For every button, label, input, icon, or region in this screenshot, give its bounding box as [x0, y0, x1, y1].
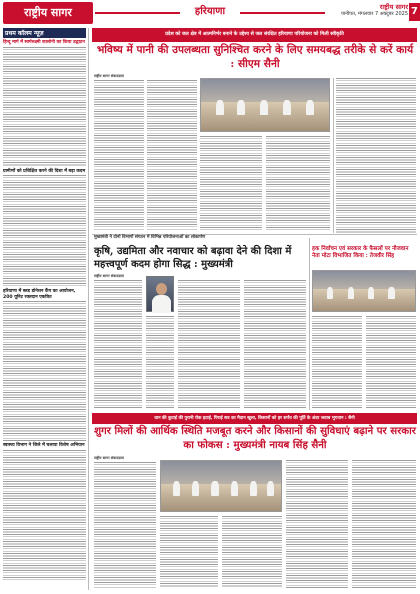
- article-text: [94, 462, 156, 588]
- story2-byline: राष्ट्रीय सागर संवाददाता: [94, 274, 124, 278]
- left-column-headline: स्वास्थ्य विभाग ने जिले में चलाया विशेष अभियान: [3, 443, 85, 449]
- left-column-headline: हिन्दू मार्ग में स्वर्गलक्ष्मी कालोनी का किया उद्घाटन: [3, 40, 85, 45]
- story3-headline: शुगर मिलों की आर्थिक स्थिति मजबूत करने और किसानों की सुविधाएं बढ़ाने पर सरकार का फोकस : मुख्यमंत्री नायब सिंह सैनी: [94, 425, 416, 451]
- story3-byline: राष्ट्रीय सागर संवाददाता: [94, 456, 124, 460]
- article-text: [178, 280, 240, 408]
- masthead: [0, 0, 420, 26]
- article-text: [3, 175, 86, 287]
- sugar-mill-meeting-photo: [160, 460, 282, 512]
- article-text: [336, 78, 416, 233]
- story1-headline: भविष्य में पानी की उपलब्धता सुनिश्चित करने के लिए समयबद्ध तरीके से करें कार्य : सीएम सैनी: [96, 44, 414, 70]
- story2-kicker: मुख्यमंत्री ने दोनों विभागों संगठन में विभिन्न परियोजनाओं का लोकार्पण: [94, 235, 206, 240]
- story1-byline: राष्ट्रीय सागर संवाददाता: [94, 74, 124, 78]
- paper-logo: [3, 2, 93, 24]
- left-column: [3, 28, 89, 590]
- date-line: पानीपत, मंगलवार 7 अक्टूबर 2025: [340, 11, 408, 17]
- masthead-right: [328, 3, 408, 17]
- side-story-photo: [312, 270, 416, 312]
- paper-name: राष्ट्रीय सागर: [24, 6, 72, 19]
- left-column-section-label: प्रथम कॉलम न्यूज़: [3, 28, 86, 38]
- article-text: [312, 316, 362, 408]
- article-text: [222, 516, 282, 588]
- article-text: [94, 80, 144, 230]
- left-column-headline: ग्रामीणों को प्रशिक्षित करने की दिशा में बड़ा कदम: [3, 168, 86, 174]
- paper-name-small: राष्ट्रीय सागर: [379, 3, 408, 11]
- article-text: [200, 136, 262, 230]
- article-text: [244, 280, 306, 408]
- column-rule: [309, 238, 310, 410]
- section-title: हरियाणा: [180, 4, 240, 20]
- article-text: [147, 80, 197, 230]
- article-text: [146, 316, 174, 408]
- article-text: [266, 136, 330, 230]
- article-text: [366, 316, 416, 408]
- story1-strip: प्रदेश को जल क्षेत्र में आत्मनिर्भर बनाने के उद्देश्य से जल संरक्षित हरियाणा परियोजना को मिली स्वीकृति: [92, 28, 417, 42]
- column-rule: [333, 78, 334, 233]
- story3-strip: धान की कुटाई की पुरानी रोक हटाई, पिराई सत्र का मैदान खुला, किसानों को हर सर्पंच की पूर्ति के अंदर जवाब भुगतान : सैनी: [92, 413, 417, 424]
- article-text: [94, 280, 142, 408]
- article-text: [286, 460, 348, 588]
- left-column-headline: हरियाणा में ब्लड डोनेशन कैंप का आयोजन, 200 यूनिट रक्तदान एकत्रित: [3, 289, 76, 300]
- article-text: [3, 301, 86, 441]
- article-text: [160, 516, 218, 588]
- page-number: 7: [409, 3, 420, 21]
- article-text: [352, 460, 416, 588]
- article-text: [3, 450, 86, 580]
- meeting-photo: [200, 78, 330, 132]
- side-story-headline: हक निर्वाचन एवं सरकार के फैसलों पर नौजवान नेता मोटा विभाजित किया : तेजवीर सिंह: [312, 246, 409, 259]
- story2-headline: कृषि, उद्यमिता और नवाचार को बढ़ावा देने की दिशा में महत्त्वपूर्ण कदम होगा सिद्ध : मुख्यमंत्री: [94, 246, 292, 270]
- minister-portrait: [146, 276, 174, 312]
- article-text: [3, 47, 86, 167]
